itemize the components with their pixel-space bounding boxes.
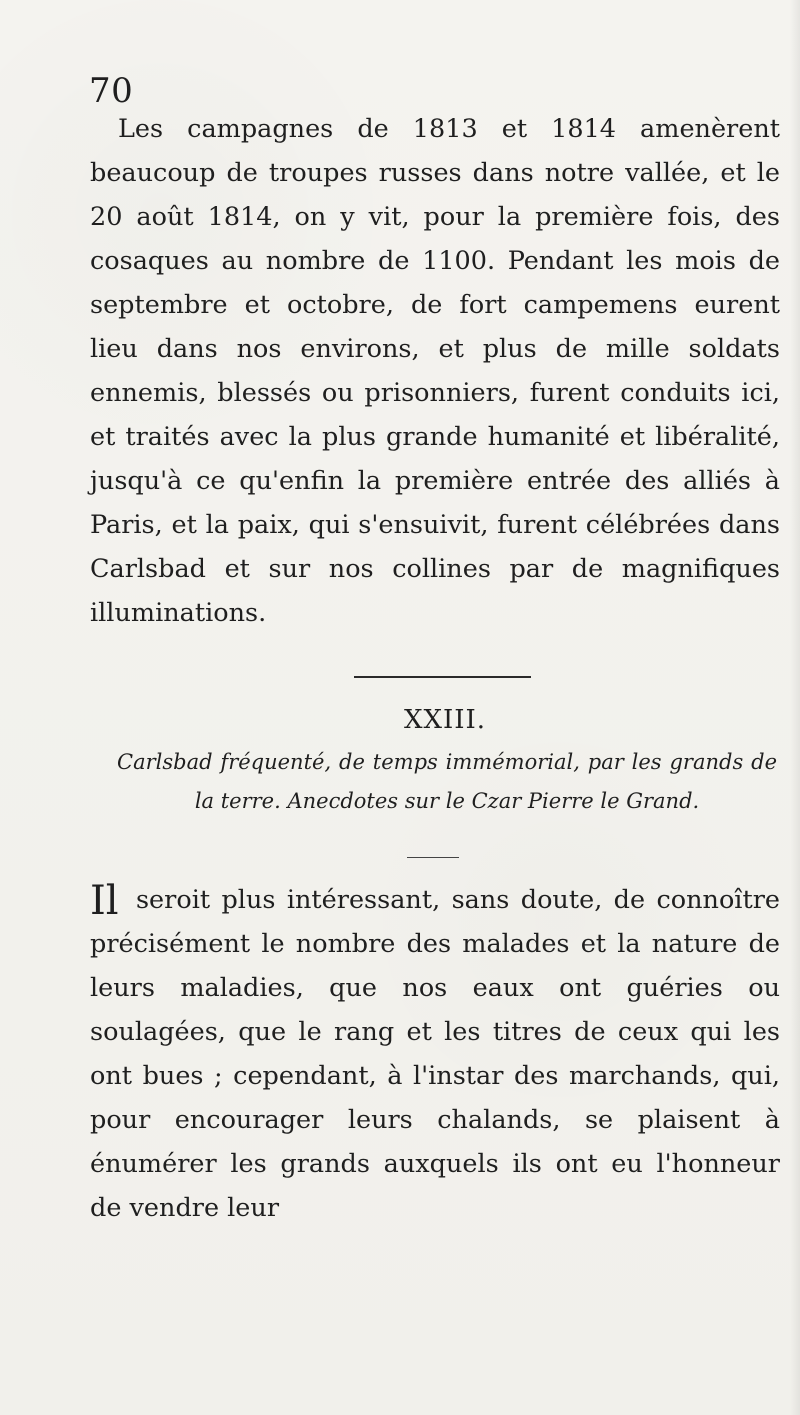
- page-edge-shadow: [790, 0, 800, 1415]
- section-divider: [354, 676, 531, 678]
- paragraph-1: Les campagnes de 1813 et 1814 amenèrent beaucoup de troupes russes dans notre vallée, et le 20 août 1814, on y vit, pour la première fois, des cosaques au nombre de 1100. Pendant les mois de septembre et octobre, de fort campemens eurent lieu dans nos environs, et plus de mille soldats ennemis, blessés ou prisonniers, furent conduits ici, et traités avec la plus grande humanité et libéralité, jusqu'à ce qu'enfin la première entrée des alliés à Paris, et la paix, qui s'ensuivit, furent célébrées dans Carlsbad et sur nos collines par de magnifiques illuminations.: [90, 114, 780, 628]
- small-divider: [407, 857, 459, 858]
- paragraph-2-dropcap: Il: [90, 878, 119, 924]
- page-number: 70: [89, 71, 134, 111]
- section-number: XXIII.: [403, 705, 487, 735]
- section-title: Carlsbad fréquenté, de temps immémorial, par les grands de la terre. Anecdotes sur le Czar Pierre le Grand.: [117, 750, 777, 813]
- paragraph-2-text: seroit plus intéressant, sans doute, de connoître précisément le nombre des malades et la nature de leurs maladies, que nos eaux ont guéries ou soulagées, que le rang et les titres de ceux qui les ont bues ; cependant, à l'instar des marchands, qui, pour encourager leurs chalands, se plaisent à énumérer les grands auxquels ils ont eu l'honneur de vendre leur: [90, 885, 780, 1223]
- paragraph-2: [90, 878, 780, 1230]
